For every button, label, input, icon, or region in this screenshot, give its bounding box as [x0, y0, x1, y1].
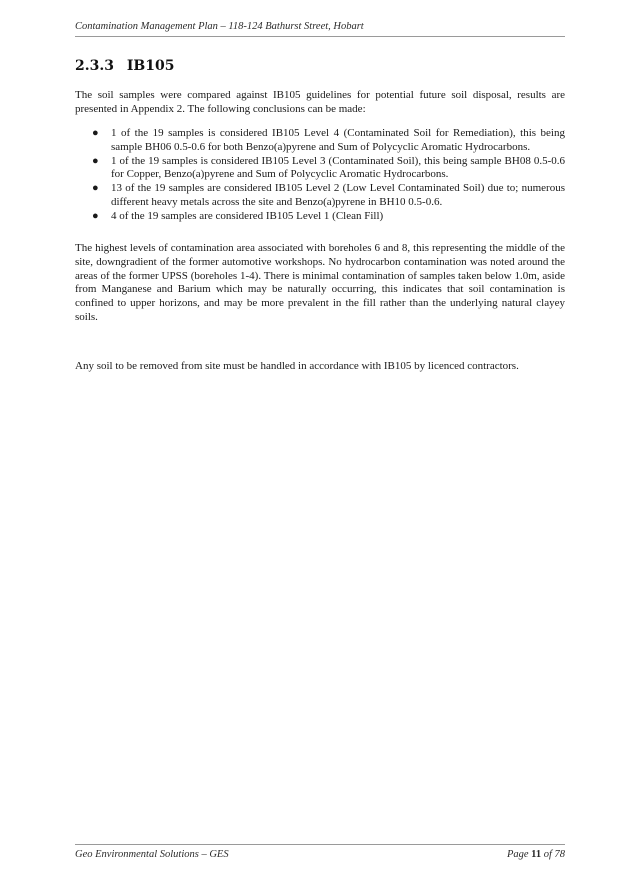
list-item-text: 1 of the 19 samples is considered IB105 Level 4 (Contaminated Soil for Remediation), this being sample BH06 0.5-0.6 for both Benzo(a)pyrene and Sum of Polycyclic Aromatic Hydrocarbons.: [111, 127, 565, 153]
list-item-text: 1 of the 19 samples is considered IB105 Level 3 (Contaminated Soil), this being sample BH08 0.5-0.6 for Copper, Benzo(a)pyrene and Sum of Polycyclic Aromatic Hydrocarbons.: [111, 154, 565, 181]
list-item-text: 4 of the 19 samples are considered IB105 Level 1 (Clean Fill): [111, 209, 384, 222]
list-item: [75, 182, 565, 210]
bullet-icon: ●: [92, 182, 99, 195]
section-heading: [75, 58, 174, 74]
findings-paragraph: The highest levels of contamination area associated with boreholes 6 and 8, this representing the middle of the site, downgradient of the former automotive workshops. No hydrocarbon contamination was noted around the areas of the former UPSS (boreholes 1-4). There is minimal contamination of samples taken below 1.0m, aside from Manganese and Barium which may be naturally occurring, this indicates that soil contamination is confined to upper horizons, and may be more prevalent in the fill rather than the underlying natural clayey soils.: [75, 242, 565, 323]
page-of: of: [543, 849, 552, 860]
page-total: 78: [554, 849, 565, 860]
bullet-icon: ●: [92, 127, 99, 139]
bullet-icon: ●: [92, 209, 99, 222]
footer-company: Geo Environmental Solutions – GES: [75, 849, 229, 860]
list-item: [75, 155, 565, 183]
page-prefix: Page: [506, 849, 529, 860]
conclusions-list: [75, 127, 565, 224]
disposal-paragraph: Any soil to be removed from site must be handled in accordance with IB105 by licenced contractors.: [75, 360, 519, 372]
page-number: [507, 849, 565, 860]
section-title: IB105: [126, 58, 175, 74]
page-header: [75, 21, 565, 37]
header-title: Contamination Management Plan – 118-124 Bathurst Street, Hobart: [75, 21, 364, 32]
section-number: 2.3.3: [75, 58, 114, 74]
page-current: 11: [531, 849, 542, 860]
bullet-icon: ●: [92, 154, 99, 167]
list-item: [75, 127, 565, 155]
intro-paragraph: The soil samples were compared against IB105 guidelines for potential future soil disposal, results are presented in Appendix 2. The following conclusions can be made:: [75, 89, 565, 115]
list-item-text: 13 of the 19 samples are considered IB105 Level 2 (Low Level Contaminated Soil) due to; numerous different heavy metals across the site and Benzo(a)pyrene in BH10 0.5-0.6.: [111, 182, 565, 208]
page-footer: [75, 844, 565, 860]
list-item: [75, 210, 565, 224]
